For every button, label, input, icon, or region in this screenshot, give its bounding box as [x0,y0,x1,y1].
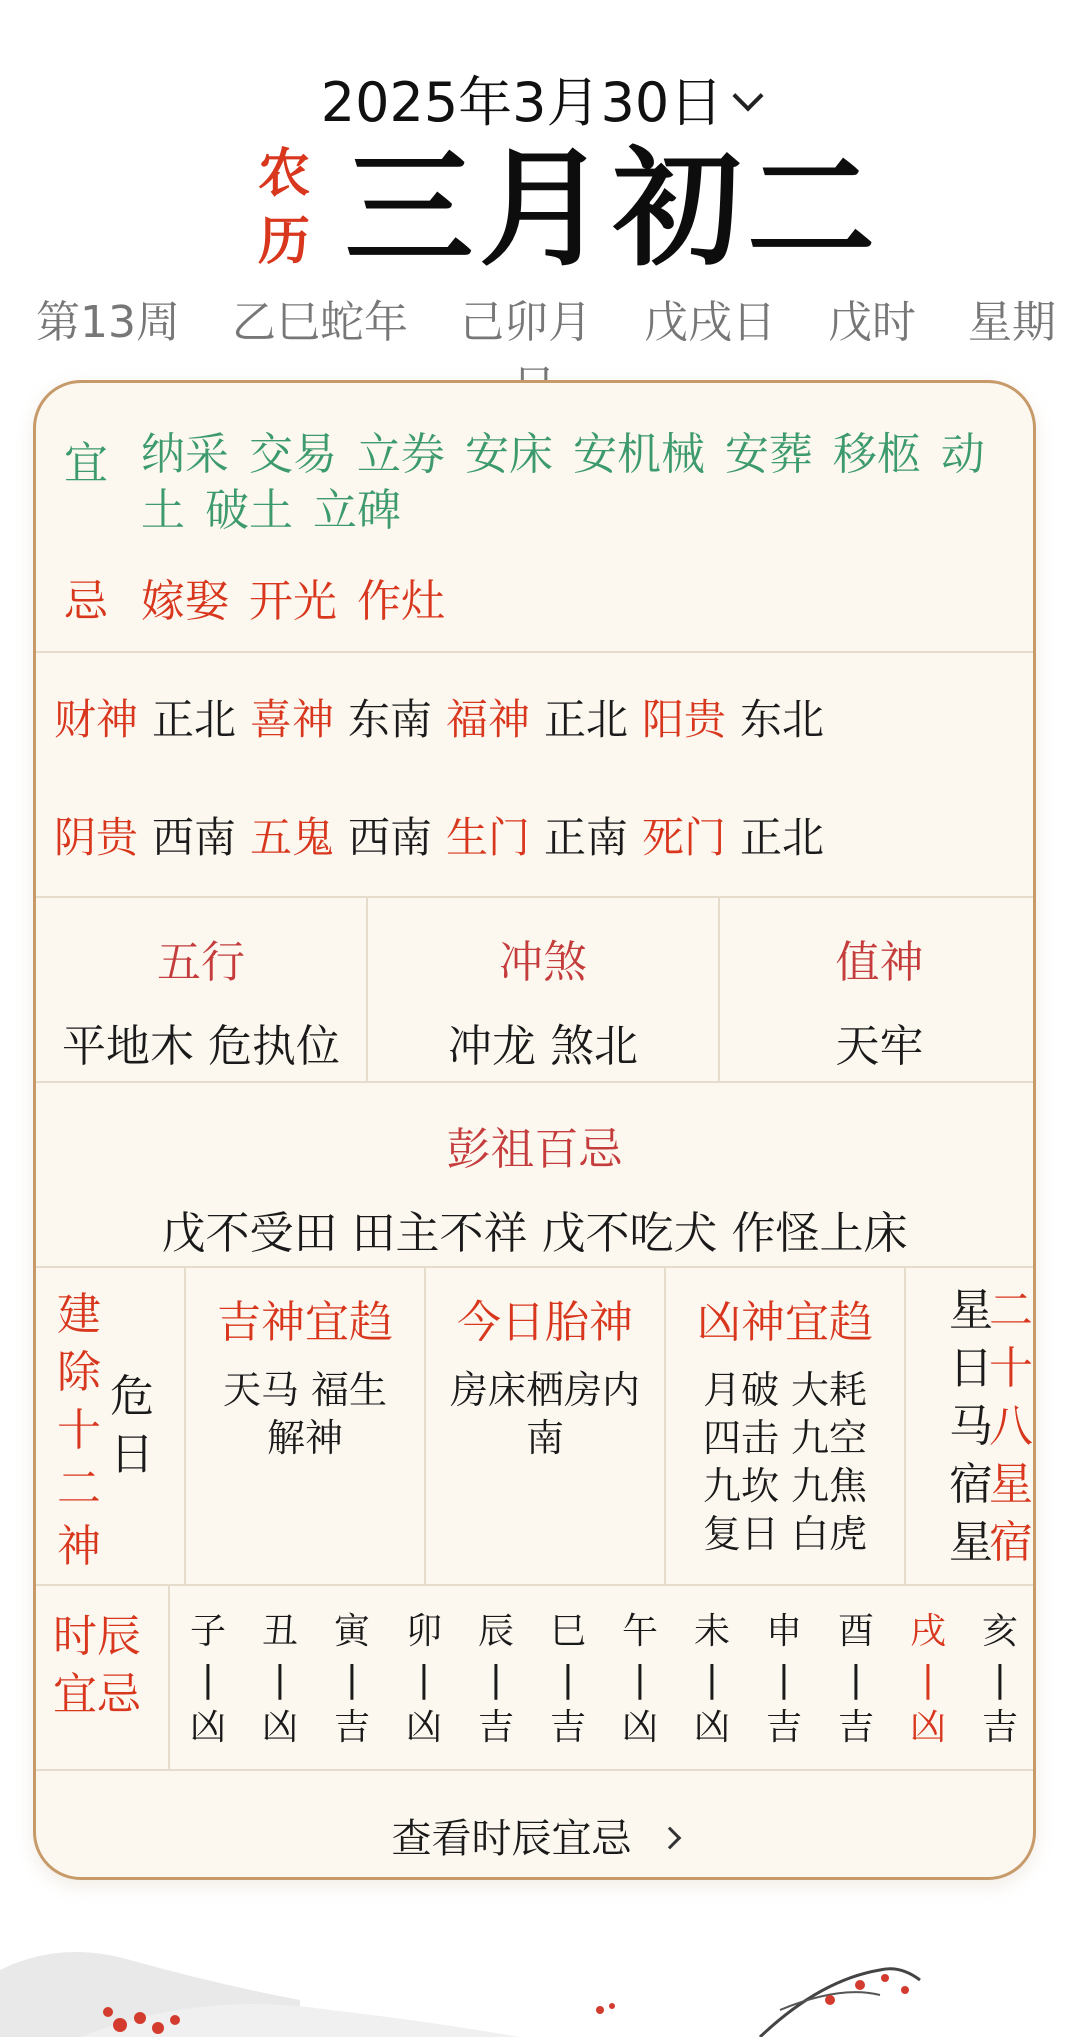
hour-ganzhi: 戊时 [828,297,916,348]
hour-zhi: 辰 [477,1611,514,1652]
hour-zhi: 戌 [909,1611,946,1652]
yiji-section [36,383,1033,653]
date-label: 2025年3月30日 [320,71,724,134]
xiongshen-value: 月破 大耗 四击 九空 九坎 九焦 复日 白虎 [702,1368,868,1556]
hour-zhi: 丑 [261,1611,298,1652]
zhishen-cell [720,898,1036,1083]
hour-zhi: 亥 [981,1611,1018,1652]
zhishen-value: 天牢 [835,1021,924,1072]
hour-item [898,1608,958,1752]
pengzu-value: 戊不受田 田主不祥 戊不吃犬 作怪上床 [161,1208,908,1259]
wuxing-title: 五行 [157,937,245,988]
hour-luck: 凶 [909,1707,946,1748]
hour-sep: | [921,1659,935,1700]
god-direction: 五鬼 西南 [250,813,433,862]
taishen-cell [426,1268,664,1586]
ink-landscape-icon [0,1940,1080,2037]
chongsha-title: 冲煞 [499,937,587,988]
chongsha-cell [368,898,718,1083]
yi-label: 宜 [64,438,108,489]
landscape-decoration [0,1940,1080,2037]
hour-zhi: 午 [621,1611,658,1652]
hour-item [394,1608,454,1752]
chevron-down-icon [733,80,764,111]
jishen-value: 天马 福生 解神 [222,1368,388,1460]
gods-directions-section [36,653,1033,898]
lunar-date-block [0,135,1080,284]
hour-item [178,1608,238,1752]
hour-sep: | [561,1659,575,1700]
divider [168,1586,170,1771]
lunar-tag [254,140,314,276]
hour-item [826,1608,886,1752]
jishen-title: 吉神宜趋 [217,1297,393,1348]
pengzu-section [36,1083,1033,1268]
view-hours-button[interactable] [36,1771,1033,1880]
lunar-tag-char: 农 [257,144,310,204]
hour-luck: 凶 [693,1707,730,1748]
hours-section [36,1586,1033,1771]
hour-item [466,1608,526,1752]
weekday: 星期 [968,297,1056,348]
pengzu-title: 彭祖百忌 [446,1124,623,1175]
hour-luck: 吉 [549,1707,586,1748]
lunar-date: 三月初二 [345,135,882,284]
taishen-value: 房床栖房内南 [449,1368,640,1460]
hour-luck: 凶 [189,1707,226,1748]
hour-sep: | [417,1659,431,1700]
hour-luck: 吉 [837,1707,874,1748]
yi-items: 纳采 交易 立券 安床 安机械 安葬 移柩 动土 破土 立碑 [141,429,985,536]
lunar-tag-char: 历 [257,212,310,272]
hour-item [610,1608,670,1752]
hour-sep: | [273,1659,287,1700]
hour-sep: | [849,1659,863,1700]
xiongshen-cell [666,1268,904,1586]
ji-label: 忌 [64,576,108,627]
jianchu-value: 危 日 [110,1371,154,1480]
hour-item [970,1608,1030,1752]
taishen-title: 今日胎神 [457,1297,633,1348]
hour-luck: 凶 [261,1707,298,1748]
god-direction: 福神 正北 [446,695,629,744]
chevron-right-icon [658,1827,681,1850]
wuxing-cell [36,898,366,1083]
year-ganzhi: 乙巳蛇年 [232,297,408,348]
day-ganzhi: 戊戌日 [644,297,776,348]
month-ganzhi: 己卯月 [460,297,592,348]
hour-zhi: 子 [189,1611,226,1652]
hour-sep: | [489,1659,503,1700]
god-direction: 死门 正北 [642,813,825,862]
hour-luck: 吉 [765,1707,802,1748]
chongsha-value: 冲龙 煞北 [448,1021,638,1072]
hour-zhi: 申 [765,1611,802,1652]
hour-zhi: 巳 [549,1611,586,1652]
view-hours-label: 查看时辰宜忌 [391,1816,632,1862]
xingsu-label: 二 十 八 星 宿 [989,1285,1033,1568]
jianchu-label: 建 除 十 二 神 [57,1289,101,1572]
hour-zhi: 未 [693,1611,730,1652]
god-direction: 阳贵 东北 [642,695,825,744]
hour-sep: | [705,1659,719,1700]
date-selector[interactable] [0,60,1080,137]
xiongshen-title: 凶神宜趋 [697,1297,873,1348]
hour-luck: 凶 [621,1707,658,1748]
god-direction: 生门 正南 [446,813,629,862]
god-direction: 阴贵 西南 [54,813,237,862]
wuxing-chongsha-zhishen-section [36,898,1033,1083]
wuxing-value: 平地木 危执位 [62,1021,340,1072]
divider [904,1268,906,1586]
hour-luck: 吉 [981,1707,1018,1748]
hour-item [538,1608,598,1752]
hour-sep: | [345,1659,359,1700]
hour-sep: | [633,1659,647,1700]
hour-item [754,1608,814,1752]
almanac-card [33,380,1036,1880]
hour-item [322,1608,382,1752]
jishen-cell [186,1268,424,1586]
hour-item [250,1608,310,1752]
hour-sep: | [201,1659,215,1700]
hour-sep: | [777,1659,791,1700]
hour-item [682,1608,742,1752]
god-direction: 喜神 东南 [250,695,433,744]
xingsu-value: 星 日 马 宿 星 [949,1285,993,1568]
zhishen-title: 值神 [835,937,924,988]
god-direction: 财神 正北 [54,695,237,744]
ji-items: 嫁娶 开光 作灶 [141,576,445,627]
gods-detail-section [36,1268,1033,1586]
hours-label: 时辰 宜忌 [53,1611,141,1720]
hour-sep: | [993,1659,1007,1700]
hour-zhi: 酉 [837,1611,874,1652]
hour-zhi: 卯 [405,1611,442,1652]
hour-zhi: 寅 [333,1611,370,1652]
hour-luck: 吉 [477,1707,514,1748]
hour-luck: 凶 [405,1707,442,1748]
week-number: 第13周 [36,297,180,348]
hour-luck: 吉 [333,1707,370,1748]
